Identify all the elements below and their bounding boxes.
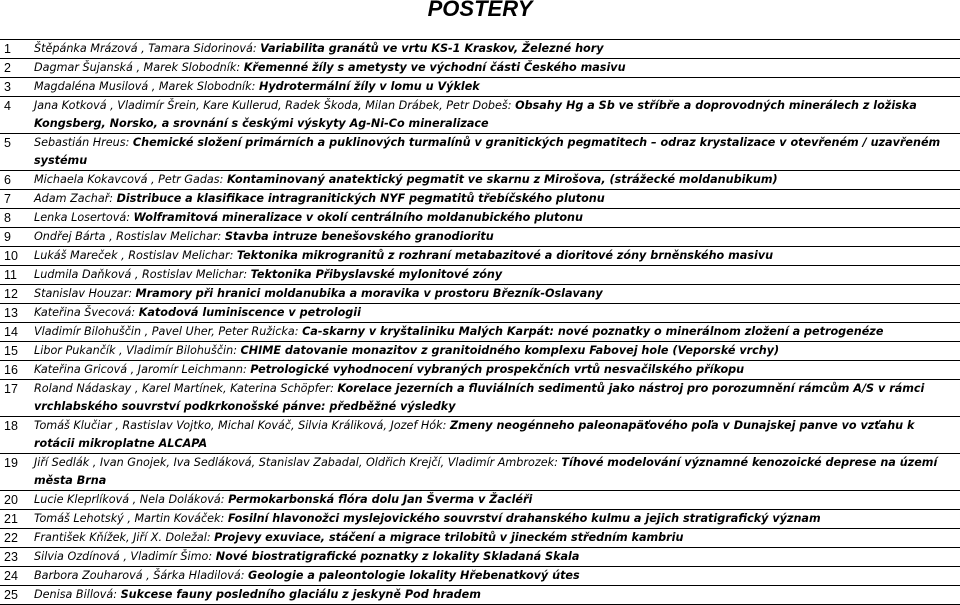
poster-separator: : [243,268,251,281]
poster-title: Chemické složení primárních a puklinových turmalínů v granitických pegmatitech – odraz krystalizace v otevřeném / uzavřeném systému [34,136,941,167]
poster-authors: Lenka Losertová [34,211,127,224]
poster-number: 2 [0,59,34,78]
poster-authors: Lucie Kleprlíková , Nela Doláková [34,493,221,506]
poster-entry [34,548,960,567]
poster-row [0,304,960,323]
poster-entry [34,510,960,529]
poster-number: 18 [0,417,34,454]
poster-separator: : [219,173,227,186]
poster-entry [34,380,960,417]
poster-separator: : [507,99,516,112]
poster-authors: Tomáš Klučiar , Rastislav Vojtko, Michal Kováč, Silvia Králiková, Jozef Hók [34,419,443,432]
poster-row [0,209,960,228]
poster-title: Obsahy Hg a Sb ve stříbře a doprovodných minerálech z ložiska Kongsberg, Norsko, a srovnání s českými výskyty Ag-Ni-Co mineralizace [34,99,917,130]
poster-title: Stavba intruze benešovského granodioritu [224,230,494,243]
poster-separator: : [554,456,562,469]
poster-number: 15 [0,342,34,361]
poster-title: Projevy exuviace, stáčení a migrace trilobitů v jineckém středním kambriu [214,531,684,544]
poster-entry [34,190,960,209]
poster-separator: : [220,493,229,506]
poster-title: Geologie a paleontologie lokality Hřebenatkový útes [248,569,580,582]
poster-title: Zmeny neogénneho paleonapäťového poľa v Dunajskej panve vo vzťahu k rotácii mikroplatne ALCAPA [34,419,915,450]
poster-entry [34,266,960,285]
poster-authors: Kateřina Gricová , Jaromír Leichmann [34,363,243,376]
poster-number: 12 [0,285,34,304]
poster-entry [34,323,960,342]
page-title: POSTERY [427,0,533,21]
poster-separator: : [330,382,338,395]
poster-title: Hydrotermální žíly v lomu u Výklek [258,80,480,93]
poster-authors: Tomáš Lehotský , Martin Kováček [34,512,221,525]
poster-row [0,454,960,491]
poster-title: Nové biostratigrafické poznatky z lokality Skladaná Skala [215,550,580,563]
poster-title: Katodová luminiscence v petrologii [138,306,361,319]
poster-row [0,285,960,304]
poster-number: 23 [0,548,34,567]
poster-entry [34,78,960,97]
poster-entry [34,247,960,266]
poster-entry [34,59,960,78]
poster-number: 1 [0,40,34,59]
poster-authors: Vladimír Bilohuščin , Pavel Uher, Peter Ružicka [34,325,295,338]
poster-row [0,548,960,567]
poster-number: 5 [0,134,34,171]
poster-separator: : [208,550,216,563]
poster-number: 9 [0,228,34,247]
poster-entry [34,285,960,304]
poster-number: 11 [0,266,34,285]
poster-entry [34,40,960,59]
poster-title: Kontaminovaný anatektický pegmatit ve skarnu z Mirošova, (strážecké moldanubikum) [226,173,778,186]
poster-separator: : [131,306,139,319]
poster-separator: : [113,588,121,601]
poster-title: Wolframitová mineralizace v okolí centrálního moldanubického plutonu [133,211,583,224]
poster-number: 25 [0,586,34,605]
poster-number: 6 [0,171,34,190]
poster-entry [34,361,960,380]
poster-title: Ca-skarny v kryštaliniku Malých Karpát: nové poznatky o minerálnom zložení a petrogenéze [302,325,884,338]
poster-authors: Kateřina Švecová [34,306,132,319]
poster-separator: : [229,249,237,262]
poster-row [0,529,960,548]
poster-entry [34,567,960,586]
poster-title: Korelace jezerních a fluviálních sedimentů jako nástroj pro porozumnění rámcům A/S v rámci vrchlabského souvrství podkrkonošské pánve: předběžné výsledky [34,382,925,413]
poster-separator: : [294,325,303,338]
poster-separator: : [206,531,215,544]
poster-authors: Sebastián Hreus [34,136,126,149]
poster-number: 13 [0,304,34,323]
poster-row [0,380,960,417]
poster-separator: : [109,192,117,205]
poster-authors: Ondřej Bárta , Rostislav Melichar [34,230,218,243]
poster-entry [34,134,960,171]
poster-row [0,78,960,97]
poster-entry [34,529,960,548]
poster-title: Křemenné žíly s ametysty ve východní části Českého masivu [243,61,626,74]
poster-row [0,59,960,78]
poster-authors: Jiří Sedlák , Ivan Gnojek, Iva Sedláková, Stanislav Zabadal, Oldřich Krejčí, Vladimír Ambrozek [34,456,555,469]
poster-number: 10 [0,247,34,266]
poster-separator: : [242,363,251,376]
poster-row [0,567,960,586]
poster-authors: Štěpánka Mrázová , Tamara Sidorinová [34,42,253,55]
poster-row [0,171,960,190]
poster-authors: Denisa Billová [34,588,114,601]
poster-list-table [0,39,960,605]
poster-entry [34,304,960,323]
poster-separator: : [217,230,225,243]
poster-separator: : [220,512,228,525]
poster-row [0,342,960,361]
poster-number: 21 [0,510,34,529]
poster-entry [34,228,960,247]
poster-row [0,266,960,285]
poster-number: 19 [0,454,34,491]
poster-number: 3 [0,78,34,97]
poster-separator: : [240,569,249,582]
poster-entry [34,97,960,134]
poster-number: 4 [0,97,34,134]
poster-number: 8 [0,209,34,228]
poster-title: Tektonika mikrogranitů z rozhraní metabazitové a dioritové zóny brněnského masivu [236,249,774,262]
poster-row [0,586,960,605]
poster-row [0,247,960,266]
poster-separator: : [251,80,259,93]
poster-entry [34,171,960,190]
poster-title: CHIME datovanie monazitov z granitoidného komplexu Fabovej hole (Veporské vrchy) [240,344,780,357]
poster-number: 14 [0,323,34,342]
poster-title: Mramory při hranici moldanubika a moravika v prostoru Březník-Oslavany [135,287,603,300]
poster-title: Fosilní hlavonožci myslejovického souvrství drahanského kulmu a jejich stratigrafický význam [227,512,821,525]
poster-separator: : [442,419,450,432]
poster-entry [34,342,960,361]
poster-authors: Michaela Kokavcová , Petr Gadas [34,173,220,186]
poster-authors: Silvia Ozdínová , Vladimír Šimo [34,550,209,563]
poster-row [0,323,960,342]
poster-row [0,510,960,529]
poster-authors: Lukáš Mareček , Rostislav Melichar [34,249,230,262]
poster-authors: Magdaléna Musilová , Marek Slobodník [34,80,252,93]
poster-separator: : [128,287,136,300]
poster-entry [34,586,960,605]
poster-row [0,134,960,171]
poster-title: Variabilita granátů ve vrtu KS-1 Kraskov, Železné hory [260,42,604,55]
poster-row [0,417,960,454]
poster-separator: : [236,61,244,74]
poster-authors: Roland Nádaskay , Karel Martínek, Katerina Schöpfer [34,382,331,395]
poster-row [0,40,960,59]
poster-number: 20 [0,491,34,510]
poster-authors: Dagmar Šujanská , Marek Slobodník [34,61,237,74]
poster-title: Permokarbonská flóra dolu Jan Šverma v Žacléři [228,493,533,506]
poster-row [0,190,960,209]
poster-row [0,491,960,510]
poster-row [0,361,960,380]
poster-separator: : [233,344,241,357]
poster-row [0,97,960,134]
poster-number: 22 [0,529,34,548]
poster-separator: : [125,136,133,149]
poster-authors: František Kňížek, Jiří X. Doležal [34,531,207,544]
poster-authors: Stanislav Houzar [34,287,129,300]
poster-row [0,228,960,247]
poster-authors: Adam Zachař [34,192,110,205]
poster-title: Petrologické vyhodnocení vybraných prospekčních vrtů nesvačilského příkopu [250,363,745,376]
poster-separator: : [252,42,261,55]
poster-entry [34,209,960,228]
poster-authors: Jana Kotková , Vladimír Šrein, Kare Kullerud, Radek Škoda, Milan Drábek, Petr Dobeš [34,99,508,112]
poster-title: Distribuce a klasifikace intragranitických NYF pegmatitů třebíčského plutonu [116,192,605,205]
poster-authors: Ludmila Daňková , Rostislav Melichar [34,268,244,281]
poster-authors: Barbora Zouharová , Šárka Hladilová [34,569,241,582]
poster-title: Tektonika Přibyslavské mylonitové zóny [250,268,503,281]
poster-number: 17 [0,380,34,417]
poster-rows [0,40,960,605]
poster-authors: Libor Pukančík , Vladimír Bilohuščin [34,344,234,357]
poster-number: 7 [0,190,34,209]
poster-title: Sukcese fauny posledního glaciálu z jeskyně Pod hradem [120,588,481,601]
poster-title: Tíhové modelování významné kenozoické deprese na území města Brna [34,456,938,487]
poster-number: 16 [0,361,34,380]
poster-entry [34,491,960,510]
poster-number: 24 [0,567,34,586]
poster-entry [34,417,960,454]
poster-entry [34,454,960,491]
poster-separator: : [126,211,134,224]
